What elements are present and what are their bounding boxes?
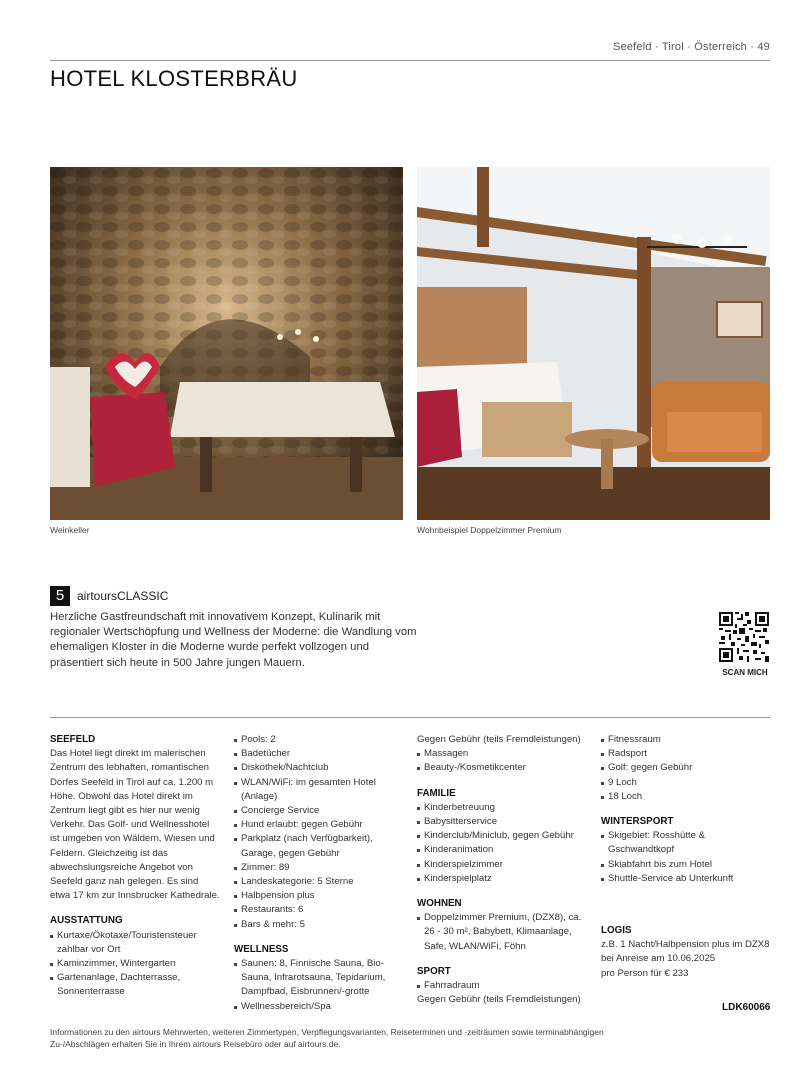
- double-room-photo: [417, 167, 770, 520]
- breadcrumb: Seefeld · Tirol · Österreich · 49: [613, 41, 770, 53]
- list-item: WLAN/WiFi: im gesamten Hotel (Anlage): [234, 776, 404, 804]
- logis-line: bei Anreise am 10.06.2025: [601, 953, 716, 965]
- list-item: Doppelzimmer Premium, (DZX8), ca. 26 - 30 m², Babybett, Klimaanlage, Safe, WLAN/WiFi, Föhn: [417, 911, 592, 954]
- list-item: Parkplatz (nach Verfügbarkeit), Garage, gegen Gebühr: [234, 832, 404, 860]
- list-item: Gartenanlage, Dachterrasse, Sonnenterrasse: [50, 971, 220, 999]
- list-item: Kinderbetreuung: [417, 801, 592, 815]
- list-item: Golf: gegen Gebühr: [601, 761, 771, 775]
- column-family-living: [417, 733, 592, 1018]
- seefeld-text: Das Hotel liegt direkt im malerischen Zentrum des lebhaften, romantischen Dorfes Seefeld in Tirol auf ca. 1.200 m Höhe. Obwohl das Hotel direkt im Zentrum liegt gibt es hier nur wenig Verkehr. Das Golf- und Wellnesshotel ist umgeben von Wäldern, Wiesen und Feldern. Gleichzeitig ist das abwechslungsreiche Angebot von Seefeld ganz nah gelegen. Es sind etwa 17 km zur Innsbrucker Kathedrale.: [50, 748, 220, 902]
- page-title: HOTEL KLOSTERBRÄU: [50, 66, 298, 91]
- list-item: Kinderanimation: [417, 843, 592, 857]
- list-item: Saunen: 8, Finnische Sauna, Bio-Sauna, Infrarotsauna, Tepidarium, Dampfbad, Eisbrunnen/-grotte: [234, 957, 404, 1000]
- list-item: Concierge Service: [234, 804, 404, 818]
- list-item: Fitnessraum: [601, 733, 771, 747]
- list-item: Kinderspielzimmer: [417, 858, 592, 872]
- category-number-badge: 5: [50, 586, 70, 606]
- list-item: Beauty-/Kosmetikcenter: [417, 761, 592, 775]
- column-amenities: [234, 733, 404, 1025]
- section-title-ausstattung: AUSSTATTUNG: [50, 915, 123, 927]
- category-label: airtoursCLASSIC: [77, 589, 169, 603]
- section-title-seefeld: SEEFELD: [50, 734, 96, 745]
- list-item: Shuttle-Service ab Unterkunft: [601, 872, 771, 886]
- column-seefeld: [50, 733, 220, 1011]
- list-item: Skigebiet: Rosshütte & Gschwandtkopf: [601, 829, 771, 857]
- list-item: Zimmer: 89: [234, 861, 404, 875]
- logis-price: pro Person für € 233: [601, 967, 689, 979]
- footer-note: Informationen zu den airtours Mehrwerten, weiteren Zimmertypen, Verpflegungsvarianten, Reiseterminen und -zeiträumen sowie terminabhängigen Zu-/Abschlägen erhalten Sie in Ihrem airtours Reisebüro oder auf airtours.de.: [50, 1027, 604, 1049]
- list-item: Bars & mehr: 5: [234, 918, 404, 932]
- list-item: Landeskategorie: 5 Sterne: [234, 875, 404, 889]
- intro-text: Herzliche Gastfreundschaft mit innovativem Konzept, Kulinarik mit regionaler Wertschöpfung und Wellness der Moderne: die Wandlung vom ehemaligen Kloster in die Moderne wurde perfekt vollzogen und präsentiert sich heute in 500 Jahre jungen Mauern.: [50, 611, 417, 669]
- fee-note: Gegen Gebühr (teils Fremdleistungen): [417, 994, 581, 1006]
- section-title-wintersport: WINTERSPORT: [601, 816, 674, 828]
- list-item: Badetücher: [234, 747, 404, 761]
- list-item: Kurtaxe/Ökotaxe/Touristensteuer zahlbar vor Ort: [50, 929, 220, 957]
- list-item: 18 Loch: [601, 790, 771, 804]
- fee-note: Gegen Gebühr (teils Fremdleistungen): [417, 734, 581, 745]
- logis-line: z.B. 1 Nacht/Halbpension plus im DZX8: [601, 939, 770, 951]
- list-item: Diskothek/Nachtclub: [234, 761, 404, 775]
- section-title-logis: LOGIS: [601, 925, 632, 937]
- list-item: Hund erlaubt: gegen Gebühr: [234, 818, 404, 832]
- list-item: Kinderclub/Miniclub, gegen Gebühr: [417, 829, 592, 843]
- list-item: Massagen: [417, 747, 592, 761]
- list-item: Restaurants: 6: [234, 903, 404, 917]
- list-item: Kaminzimmer, Wintergarten: [50, 957, 220, 971]
- photo-caption: Wohnbeispiel Doppelzimmer Premium: [417, 525, 562, 535]
- list-item: Babysitterservice: [417, 815, 592, 829]
- section-title-wellness: WELLNESS: [234, 943, 289, 955]
- list-item: Pools: 2: [234, 733, 404, 747]
- list-item: Radsport: [601, 747, 771, 761]
- list-item: Kinderspielplatz: [417, 872, 592, 886]
- header-divider: [50, 60, 770, 61]
- section-title-sport: SPORT: [417, 965, 451, 977]
- offer-code: LDK60066: [722, 1002, 771, 1013]
- section-divider: [50, 717, 770, 718]
- section-title-wohnen: WOHNEN: [417, 898, 462, 910]
- qr-code[interactable]: [719, 612, 769, 662]
- photo-caption: Weinkeller: [50, 525, 90, 535]
- list-item: 9 Loch: [601, 776, 771, 790]
- column-sport-logis: [601, 733, 771, 992]
- list-item: Skiabfahrt bis zum Hotel: [601, 858, 771, 872]
- list-item: Wellnessbereich/Spa: [234, 1000, 404, 1014]
- section-title-familie: FAMILIE: [417, 787, 456, 799]
- list-item: Fahrradraum: [417, 979, 592, 993]
- scan-label: SCAN MICH: [722, 668, 768, 677]
- wine-cellar-photo: [50, 167, 403, 520]
- list-item: Halbpension plus: [234, 889, 404, 903]
